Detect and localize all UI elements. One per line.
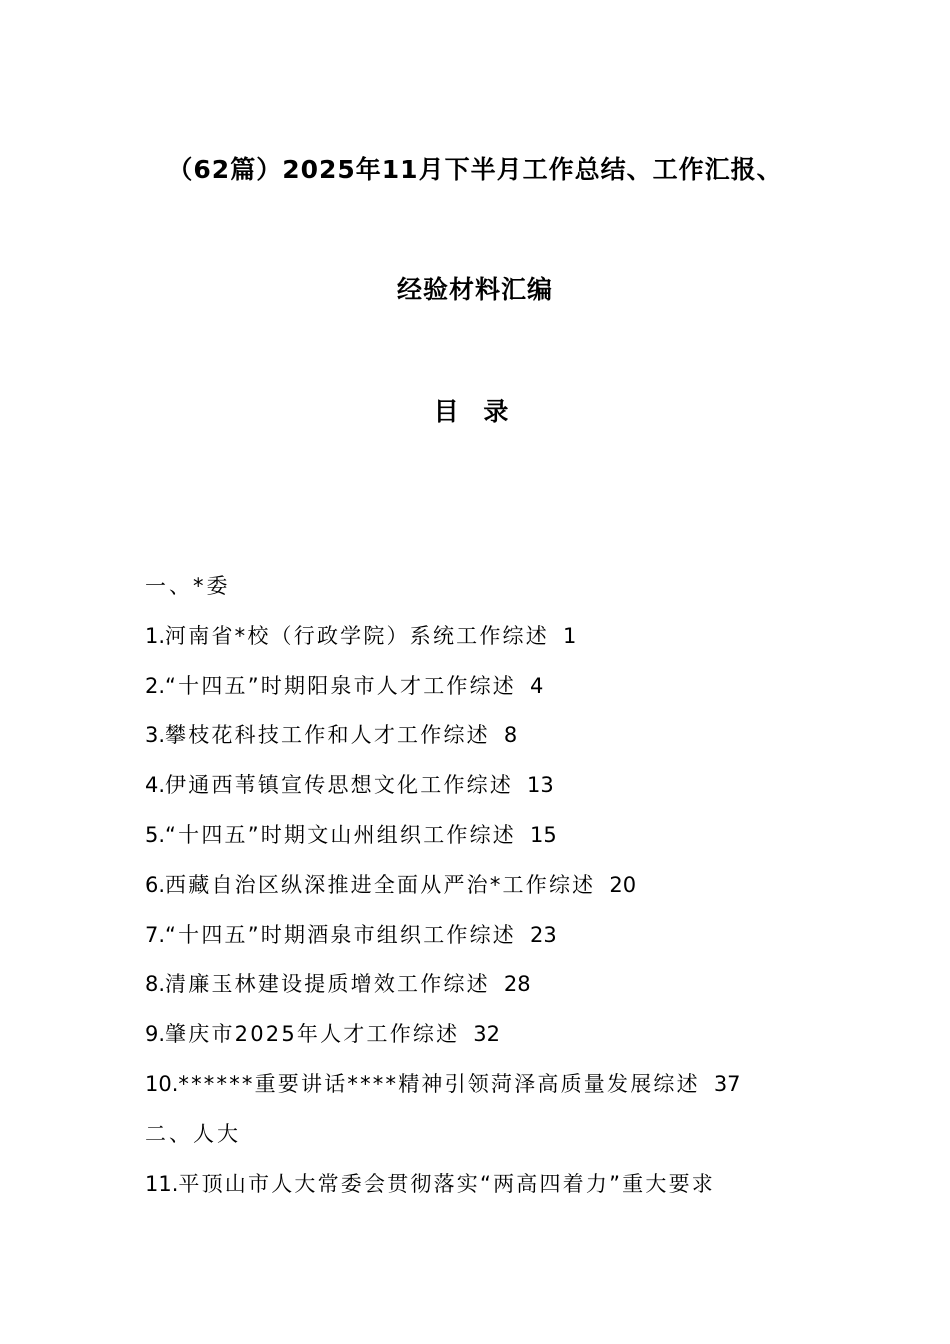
toc-entry-page: 8 <box>503 723 518 748</box>
toc-entry-title: “十四五”时期文山州组织工作综述 <box>165 822 517 847</box>
toc-entry-page: 4 <box>530 673 544 698</box>
toc-entry[interactable] <box>145 964 865 1014</box>
document-title-line-1: （62篇）2025年11月下半月工作总结、工作汇报、 <box>167 155 783 184</box>
toc-entry-title: 伊通西苇镇宣传思想文化工作综述 <box>165 773 514 798</box>
toc-entry-title: 平顶山市人大常委会贯彻落实“两高四着力”重大要求 <box>178 1171 715 1196</box>
toc-entry-page: 1 <box>562 623 577 648</box>
toc-entry-page: 20 <box>609 872 637 897</box>
toc-entry-page: 28 <box>503 972 531 997</box>
toc-entry-number: 8. <box>145 972 166 997</box>
toc-section-heading: 一、*委 <box>145 574 231 598</box>
toc-entry-title: “十四五”时期阳泉市人才工作综述 <box>165 673 517 698</box>
toc-entry[interactable] <box>145 765 865 815</box>
toc-entry[interactable] <box>145 616 865 666</box>
toc-entry-number: 4. <box>145 773 166 798</box>
toc-entry[interactable] <box>145 715 865 765</box>
toc-entry-page: 13 <box>527 773 554 798</box>
toc-entry-number: 1. <box>145 623 166 648</box>
toc-entry[interactable] <box>145 865 865 915</box>
toc-entry[interactable] <box>145 1014 865 1064</box>
toc-entry[interactable] <box>145 666 865 716</box>
toc-entry[interactable] <box>145 915 865 965</box>
toc-section-heading: 二、人大 <box>145 1121 241 1146</box>
toc-entry-number: 3. <box>145 723 166 748</box>
toc-entry-page: 23 <box>530 922 557 947</box>
toc-entry-title: 攀枝花科技工作和人才工作综述 <box>165 723 490 748</box>
toc-entry-number: 7. <box>145 922 166 947</box>
toc-entry[interactable] <box>145 815 865 865</box>
toc-entry-title: 河南省*校（行政学院）系统工作综述 <box>165 623 549 648</box>
document-title-line-2: 经验材料汇编 <box>396 275 553 304</box>
table-of-contents <box>145 566 865 1213</box>
toc-entry[interactable] <box>145 1064 865 1114</box>
toc-entry-title: ******重要讲话****精神引领菏泽高质量发展综述 <box>178 1071 700 1096</box>
toc-entry[interactable] <box>145 1164 865 1214</box>
toc-entry-number: 5. <box>145 822 166 847</box>
toc-entry-page: 37 <box>713 1071 741 1096</box>
toc-entry-number: 11. <box>145 1171 179 1196</box>
toc-heading: 目 录 <box>433 397 517 426</box>
toc-entry-page: 32 <box>473 1022 501 1047</box>
toc-entry-title: 肇庆市2025年人才工作综述 <box>165 1022 460 1047</box>
toc-entry-page: 15 <box>530 822 557 847</box>
toc-entry-number: 6. <box>145 872 166 897</box>
toc-entry-title: 清廉玉林建设提质增效工作综述 <box>165 972 490 997</box>
toc-entry-number: 10. <box>145 1071 179 1096</box>
toc-entry-number: 9. <box>145 1022 166 1047</box>
toc-entry-number: 2. <box>145 673 166 698</box>
toc-entry-title: “十四五”时期酒泉市组织工作综述 <box>165 922 517 947</box>
toc-entry-title: 西藏自治区纵深推进全面从严治*工作综述 <box>165 872 596 897</box>
